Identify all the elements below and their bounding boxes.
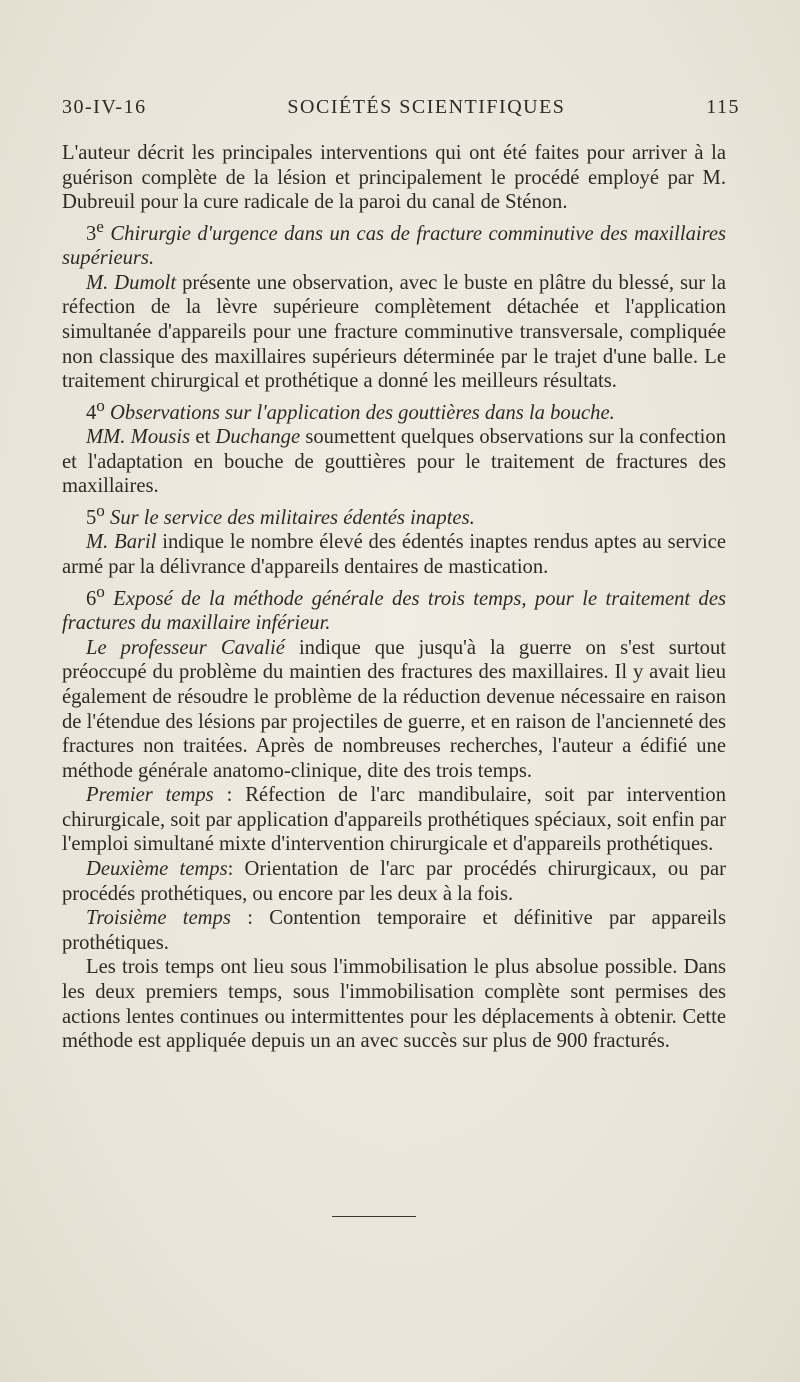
section-heading-6	[62, 580, 726, 636]
paragraph-troisieme-temps	[62, 906, 726, 955]
section-title: Chirurgie d'urgence dans un cas de fracture comminutive des maxillaires supérieurs.	[62, 222, 726, 270]
closing-rule	[332, 1216, 416, 1217]
paragraph-deuxieme-temps	[62, 857, 726, 906]
paragraph-text: : Contention temporaire et définitive par appareils prothétiques.	[62, 907, 726, 954]
step-label: Premier temps	[86, 784, 214, 807]
section-heading-4	[62, 394, 726, 425]
step-label: Troisième temps	[86, 907, 231, 930]
paragraph-text: indique que jusqu'à la guerre on s'est surtout préoccupé du problème du maintien des fractures des maxillaires. Il y avait lieu également de résoudre le problème de la réduction devenue nécessaire en raison de l'étendue des lésions par projectiles de guerre, et en raison de l'ancienneté des fractures non traitées. Après de nombreuses recherches, l'auteur a édifié une méthode générale anatomo-clinique, dite des trois temps.	[62, 636, 726, 782]
step-label: Deuxième temps	[86, 858, 228, 881]
speaker-name: M. Dumolt	[86, 271, 177, 294]
speaker-name: Le professeur Cavalié	[86, 636, 285, 659]
header-date: 30-IV-16	[62, 96, 147, 118]
paragraph-text: : Orientation de l'arc par procédés chirurgicaux, ou par procédés prothétiques, ou encore par les deux à la fois.	[62, 858, 726, 905]
speaker-name: Duchange	[215, 426, 301, 449]
section-title: Sur le service des militaires édentés inaptes.	[110, 506, 475, 529]
paragraph-mousis-duchange	[62, 425, 726, 499]
paragraph-text: : Réfection de l'arc mandibulaire, soit par intervention chirurgicale, soit par application d'appareils prothétiques spéciaux, soit enfin par l'emploi simultané mixte d'intervention chirurgicale et d'appareils prothétiques.	[62, 784, 726, 856]
section-ordinal: o	[96, 581, 105, 601]
section-heading-3	[62, 215, 726, 271]
section-heading-5	[62, 499, 726, 530]
body-text	[62, 141, 726, 1054]
section-title: Exposé de la méthode générale des trois temps, pour le traitement des fractures du maxillaire inférieur.	[62, 587, 726, 635]
paragraph-premier-temps	[62, 783, 726, 857]
paragraph-dumolt	[62, 271, 726, 394]
section-number: 5	[86, 506, 97, 529]
paragraph-text: indique le nombre élevé des édentés inaptes rendus aptes au service armé par la délivrance d'appareils dentaires de mastication.	[62, 531, 726, 579]
section-ordinal: o	[96, 395, 105, 415]
paragraph-text: présente une observation, avec le buste en plâtre du blessé, sur la réfection de la lèvre supérieure complètement détachée et l'application simultanée d'appareils pour une fracture comminutive transversale, compliquée non classique des maxillaires supérieurs déterminée par le trajet d'une balle. Le traitement chirurgical et prothétique a donné les meilleurs résultats.	[62, 271, 726, 393]
speaker-name: MM. Mousis	[86, 426, 191, 449]
paragraph-conclusion: Les trois temps ont lieu sous l'immobilisation le plus absolue possible. Dans les deux premiers temps, sous l'immobilisation complète sont permises des actions lentes continues ou intermittentes pour les déplacements à obtenir. Cette méthode est appliquée depuis un an avec succès sur plus de 900 fracturés.	[62, 956, 726, 1053]
section-number: 4	[86, 401, 97, 424]
speaker-name: M. Baril	[86, 531, 157, 554]
section-ordinal: o	[96, 501, 105, 521]
paragraph-baril	[62, 530, 726, 579]
paragraph-cavalie	[62, 636, 726, 784]
section-number: 3	[86, 222, 97, 245]
page-number: 115	[706, 96, 740, 118]
running-head	[62, 96, 740, 119]
section-title: Observations sur l'application des gouttières dans la bouche.	[110, 401, 615, 424]
conjunction: et	[190, 426, 216, 449]
section-number: 6	[86, 587, 97, 610]
header-title: SOCIÉTÉS SCIENTIFIQUES	[287, 96, 566, 118]
section-ordinal: e	[96, 216, 104, 236]
paragraph-text: soumettent quelques observations sur la confection et l'adaptation en bouche de gouttières pour le traitement de fractures des maxillaires.	[62, 426, 726, 498]
paragraph-continuation: L'auteur décrit les principales interventions qui ont été faites pour arriver à la guérison complète de la lésion et principalement le procédé employé par M. Dubreuil pour la cure radicale de la paroi du canal de Sténon.	[62, 142, 726, 214]
